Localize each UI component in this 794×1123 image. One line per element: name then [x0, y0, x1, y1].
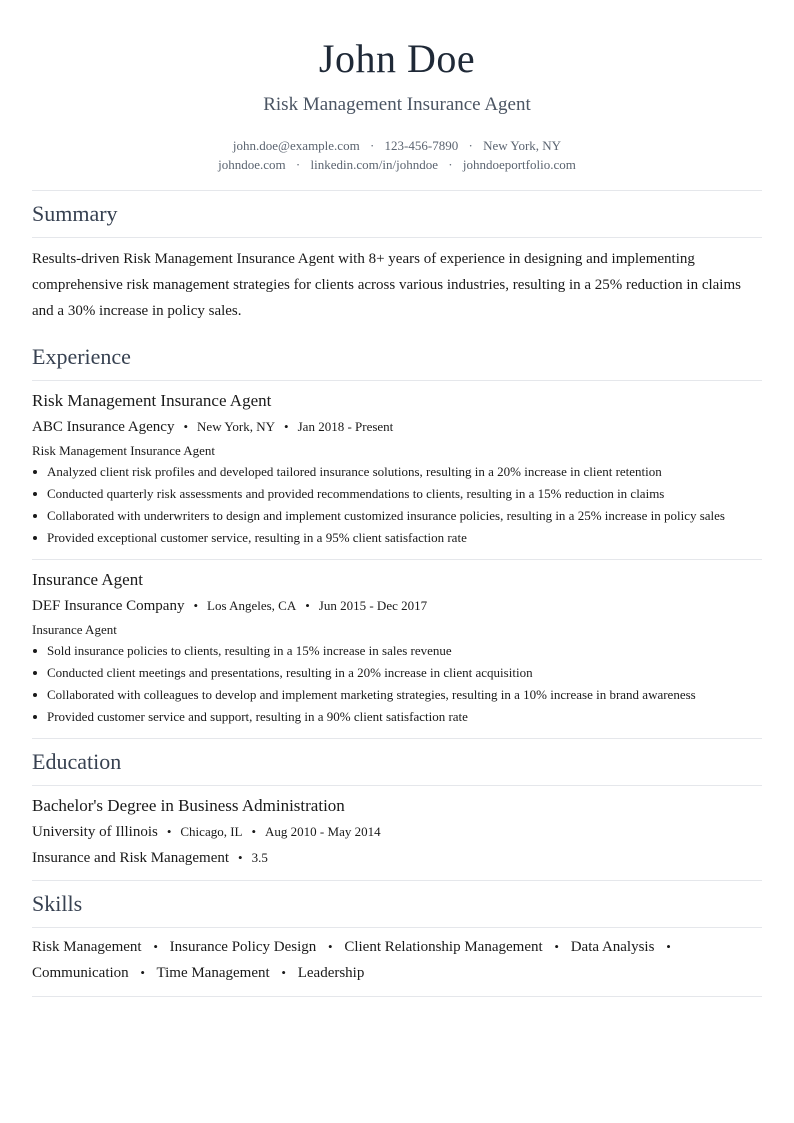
skills-heading: Skills: [32, 891, 762, 928]
education-details: [32, 846, 762, 870]
website-link[interactable]: johndoe.com: [218, 157, 286, 172]
field-of-study: Insurance and Risk Management: [32, 850, 230, 866]
skills-line-2: [32, 960, 762, 986]
section-divider: [32, 880, 762, 881]
education-dates: Aug 2010 - May 2014: [265, 824, 381, 839]
skill-separator: •: [328, 939, 333, 954]
gpa-value: 3.5: [251, 850, 268, 865]
skills-list: [32, 928, 762, 997]
skill-separator: •: [554, 939, 559, 954]
job-location: Los Angeles, CA: [207, 598, 297, 613]
achievement-item: Sold insurance policies to clients, resulting in a 15% increase in sales revenue: [32, 642, 762, 660]
achievement-item: Collaborated with colleagues to develop and implement marketing strategies, resulting in a 10% increase in brand awareness: [32, 686, 762, 704]
contact-separator: ·: [468, 138, 473, 153]
skill-item: Risk Management: [32, 939, 142, 955]
skill-separator: •: [281, 965, 286, 980]
education-meta: [32, 820, 762, 844]
summary-text: Results-driven Risk Management Insurance Agent with 8+ years of experience in designing and implementing comprehensive risk management strategies for clients across various industries, resulting in a 25% reduction in claims and a 30% increase in policy sales.: [32, 251, 741, 319]
skill-item: Data Analysis: [570, 939, 655, 955]
job-achievements: [32, 642, 762, 726]
job-meta: [32, 594, 762, 618]
job-achievements: [32, 463, 762, 547]
job-location: New York, NY: [197, 419, 276, 434]
summary-heading: Summary: [32, 201, 762, 238]
skill-item: Insurance Policy Design: [169, 939, 317, 955]
job-entry-1: [32, 381, 762, 559]
email-link[interactable]: john.doe@example.com: [232, 138, 360, 153]
skill-separator: •: [666, 939, 671, 954]
contact-line-2: [32, 155, 762, 174]
meta-bullet: •: [284, 419, 289, 434]
header-divider: [32, 190, 762, 191]
portfolio-link[interactable]: johndoeportfolio.com: [462, 157, 576, 172]
skill-item: Client Relationship Management: [344, 939, 543, 955]
job-title: Insurance Agent: [32, 570, 143, 589]
job-meta: [32, 415, 762, 439]
skill-item: Communication: [32, 965, 129, 981]
degree-name: Bachelor's Degree in Business Administration: [32, 796, 345, 815]
contact-separator: ·: [448, 157, 453, 172]
skill-item: Leadership: [297, 965, 365, 981]
achievement-item: Provided exceptional customer service, resulting in a 95% client satisfaction rate: [32, 529, 762, 547]
contact-separator: ·: [369, 138, 375, 153]
school-name: University of Illinois: [32, 824, 158, 840]
achievement-item: Provided customer service and support, resulting in a 90% client satisfaction rate: [32, 708, 762, 726]
meta-bullet: •: [166, 824, 172, 839]
school-location: Chicago, IL: [180, 824, 243, 839]
achievement-item: Conducted client meetings and presentations, resulting in a 20% increase in client acquisition: [32, 664, 762, 682]
company-name: ABC Insurance Agency: [32, 419, 175, 435]
job-dates: Jun 2015 - Dec 2017: [318, 598, 428, 613]
contact-separator: ·: [295, 157, 301, 172]
education-entry: [32, 786, 762, 880]
meta-bullet: •: [183, 419, 189, 434]
meta-bullet: •: [251, 824, 257, 839]
meta-bullet: •: [193, 598, 199, 613]
phone-number[interactable]: 123-456-7890: [384, 138, 459, 153]
meta-bullet: •: [305, 598, 310, 613]
skills-line-1: [32, 934, 762, 960]
section-divider: [32, 738, 762, 739]
experience-heading: Experience: [32, 344, 762, 381]
skill-separator: •: [153, 939, 158, 954]
skill-item: Time Management: [156, 965, 270, 981]
job-role: Risk Management Insurance Agent: [32, 443, 216, 458]
job-dates: Jan 2018 - Present: [297, 419, 394, 434]
job-title: Risk Management Insurance Agent: [32, 391, 272, 410]
meta-bullet: •: [238, 850, 243, 865]
candidate-title: Risk Management Insurance Agent: [263, 94, 531, 115]
candidate-name: John Doe: [318, 36, 476, 81]
job-entry-2: [32, 560, 762, 738]
achievement-item: Collaborated with underwriters to design and implement customized insurance policies, resulting in a 25% increase in policy sales: [32, 507, 762, 525]
education-heading: Education: [32, 749, 762, 786]
job-role: Insurance Agent: [32, 622, 117, 637]
achievement-item: Conducted quarterly risk assessments and provided recommendations to clients, resulting in a 15% reduction in claims: [32, 485, 762, 503]
location-text: New York, NY: [483, 138, 562, 153]
contact-line-1: [32, 136, 762, 155]
company-name: DEF Insurance Company: [32, 598, 185, 614]
achievement-item: Analyzed client risk profiles and developed tailored insurance solutions, resulting in a 20% increase in client retention: [32, 463, 762, 481]
skill-separator: •: [140, 965, 145, 980]
linkedin-link[interactable]: linkedin.com/in/johndoe: [310, 157, 438, 172]
